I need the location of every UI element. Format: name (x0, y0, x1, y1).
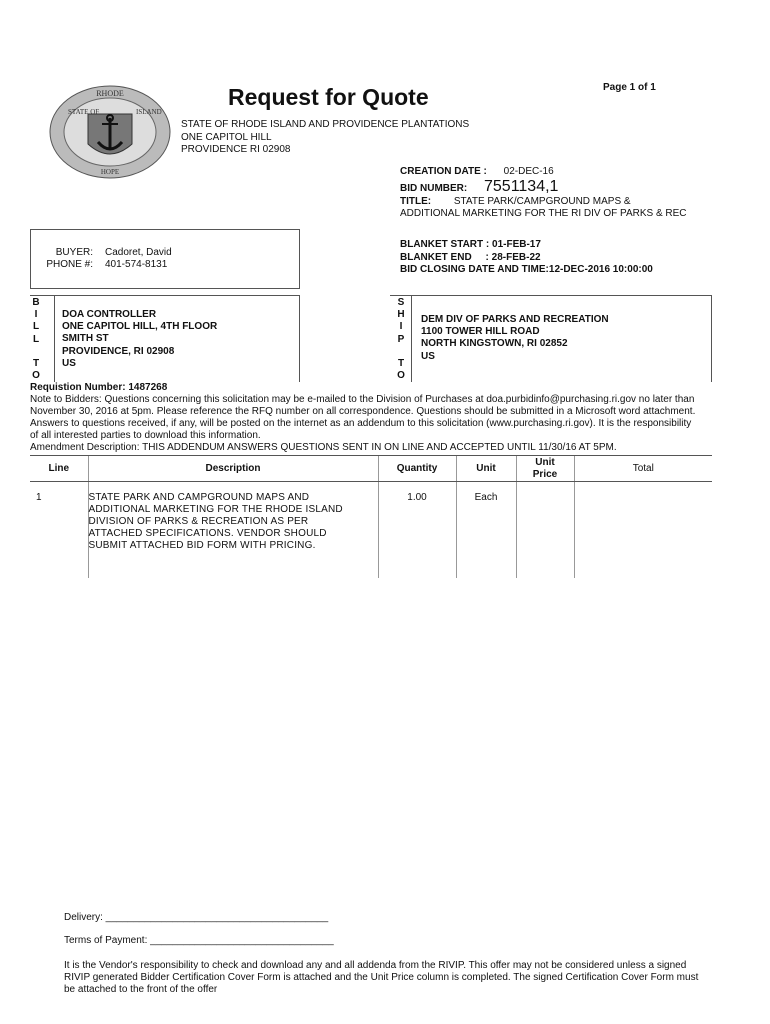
page-number: Page 1 of 1 (603, 82, 656, 93)
state-seal-logo (48, 84, 172, 180)
bid-number-value: 7551134,1 (484, 178, 559, 195)
amendment-description: Amendment Description: THIS ADDENDUM ANSWERS QUESTIONS SENT IN ON LINE AND ACCEPTED UNTIL 11/30/16 AT 5PM. (30, 442, 617, 453)
vendor-disclaimer: It is the Vendor's responsibility to check and download any and all addenda from the RIVIP. This offer may not be considered unless a signed RIVIP generated Bidder Certification Cover Form is attached and the Unit Price column is completed. The signed Certification Cover Form must be attached to the front of the offer (64, 960, 699, 995)
col-header-quantity: Quantity (378, 456, 456, 482)
svg-text:RHODE: RHODE (96, 89, 124, 98)
bid-closing-date: BID CLOSING DATE AND TIME:12-DEC-2016 10:00:00 (400, 264, 653, 275)
agency-address (181, 119, 469, 157)
bid-number-label: BID NUMBER: (400, 183, 468, 194)
cell-unit: Each (456, 482, 516, 579)
requisition-number: Requistion Number: 1487268 (30, 382, 168, 393)
col-header-total: Total (574, 456, 712, 482)
terms-of-payment-field[interactable]: Terms of Payment: _________________________________ (64, 935, 334, 946)
agency-line: PROVIDENCE RI 02908 (181, 144, 291, 155)
ship-to-address: DEM DIV OF PARKS AND RECREATION 1100 TOWER HILL ROAD NORTH KINGSTOWN, RI 02852 US (421, 314, 609, 362)
buyer-name: Cadoret, David (105, 247, 172, 258)
svg-text:ISLAND: ISLAND (136, 108, 162, 116)
note-line: November 30, 2016 at 5pm. Please reference the RFQ number on all correspondence. Questions should be submitted in a Microsoft word attachment. (30, 406, 696, 417)
cell-quantity: 1.00 (378, 482, 456, 579)
creation-date-label: CREATION DATE : (400, 166, 487, 177)
agency-line: STATE OF RHODE ISLAND AND PROVIDENCE PLANTATIONS (181, 119, 470, 130)
note-line: of all interested parties to download this information. (30, 430, 261, 441)
table-row (30, 482, 712, 579)
col-header-unit: Unit (456, 456, 516, 482)
cell-description: STATE PARK AND CAMPGROUND MAPS AND ADDITIONAL MARKETING FOR THE RHODE ISLAND DIVISION OF PARKS & RECREATION AS PER ATTACHED SPECIFICATIONS. VENDOR SHOULD SUBMIT ATTACHED BID FORM WITH PRICING. (88, 482, 378, 579)
phone-label: PHONE #: (46, 259, 93, 270)
bidder-notes (30, 382, 742, 454)
cell-line: 1 (36, 492, 42, 503)
line-items-table (30, 455, 712, 578)
page-title: Request for Quote (228, 84, 429, 110)
bid-number-row (400, 178, 558, 196)
creation-date-row (400, 166, 554, 177)
buyer-phone: 401-574-8131 (105, 259, 168, 270)
note-line: Answers to questions received, if any, will be posted on the internet as an addendum to this solicitation (www.purchasing.ri.gov). It is the responsibility (30, 418, 692, 429)
cell-total[interactable] (574, 482, 712, 579)
creation-date-value: 02-DEC-16 (503, 166, 554, 177)
cell-unit-price[interactable] (516, 482, 574, 579)
bid-title-line1: STATE PARK/CAMPGROUND MAPS & (453, 196, 631, 207)
bill-to-vertical-label: B I L L T O (32, 297, 40, 382)
bid-title-row (400, 196, 631, 207)
svg-text:HOPE: HOPE (100, 168, 120, 176)
note-line: Note to Bidders: Questions concerning this solicitation may be e-mailed to the Division of Purchases at doa.purbidinfo@purchasing.ri.gov no later than (30, 394, 695, 405)
buyer-label: BUYER: (55, 247, 93, 258)
bill-to-address: DOA CONTROLLER ONE CAPITOL HILL, 4TH FLOOR SMITH ST PROVIDENCE, RI 02908 US (62, 309, 218, 369)
bid-title-label: TITLE: (400, 196, 432, 207)
blanket-end: BLANKET END : 28-FEB-22 (400, 252, 541, 263)
agency-line: ONE CAPITOL HILL (181, 131, 272, 143)
bid-title-line2: ADDITIONAL MARKETING FOR THE RI DIV OF PARKS & REC (400, 208, 687, 219)
delivery-field[interactable]: Delivery: ________________________________________ (64, 912, 329, 923)
col-header-line: Line (30, 456, 88, 482)
svg-text:STATE OF: STATE OF (68, 108, 100, 116)
col-header-description: Description (88, 456, 378, 482)
col-header-unit-price: Unit Price (516, 456, 574, 482)
buyer-box (30, 229, 300, 289)
blanket-start: BLANKET START : 01-FEB-17 (400, 239, 541, 250)
table-header-row (30, 456, 712, 482)
ship-to-vertical-label: S H I P T O (397, 297, 405, 382)
